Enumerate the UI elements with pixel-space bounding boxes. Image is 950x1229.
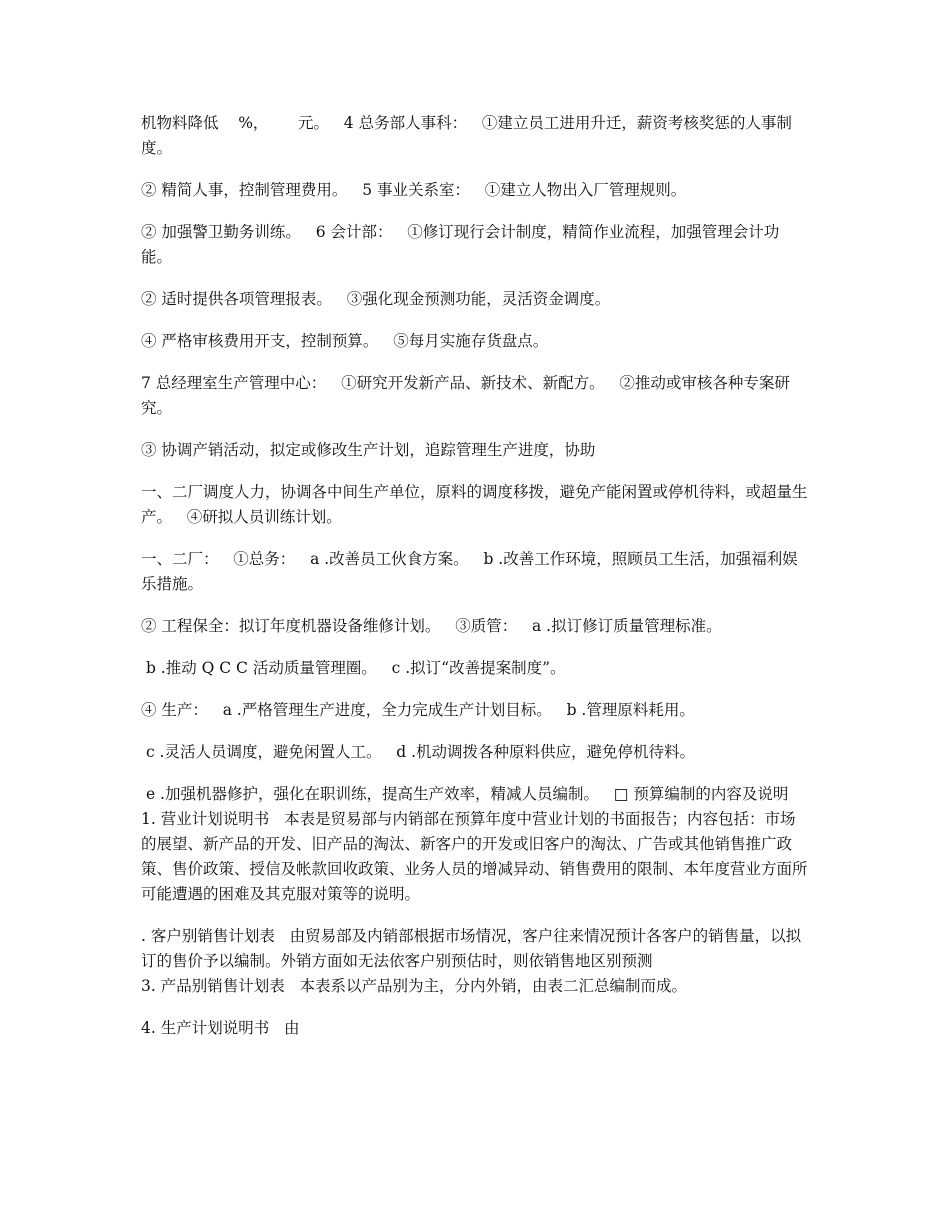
paragraph-3: ② 加强警卫勤务训练。 6 会计部： ①修订现行会计制度，精简作业流程，加强管理会计功能。: [141, 223, 780, 266]
paragraph-5: ④ 严格审核费用开支，控制预算。 ⑤每月实施存货盘点。: [141, 332, 549, 350]
paragraph-14: e .加强机器修护，强化在职训练，提高生产效率，精减人员编制。 □ 预算编制的内容及说明 1. 营业计划说明书 本表是贸易部与内销部在预算年度中营业计划的书面报告；内容包括：市场的展望、新产品的开发、旧产品的淘汰、新客户的开发或旧客户的淘汰、广告或其他销售推广政策、售价政策、授信及帐款回收政策、业务人员的增减异动、销售费用的限制、本年度营业方面所可能遭遇的困难及其克服对策等的说明。: [141, 785, 808, 903]
paragraph-1: 机物料降低 %， 元。 4 总务部人事科： ①建立员工进用升迁，薪资考核奖惩的人事制度。: [141, 114, 792, 157]
paragraph-10: ② 工程保全：拟订年度机器设备维修计划。 ③质管： a .拟订修订质量管理标准。: [141, 617, 722, 635]
paragraph-16: 3. 产品别销售计划表 本表系以产品别为主，分内外销，由表二汇总编制而成。: [141, 977, 687, 995]
paragraph-4: ② 适时提供各项管理报表。 ③强化现金预测功能，灵活资金调度。: [141, 290, 611, 308]
paragraph-9: 一、二厂： ①总务： a .改善员工伙食方案。 b .改善工作环境，照顾员工生活，加强福利娱乐措施。: [141, 550, 798, 593]
paragraph-6: 7 总经理室生产管理中心： ①研究开发新产品、新技术、新配方。 ②推动或审核各种专案研究。: [141, 374, 790, 417]
paragraph-2: ② 精简人事，控制管理费用。 5 事业关系室： ①建立人物出入厂管理规则。: [141, 181, 687, 199]
paragraph-8: 一、二厂调度人力，协调各中间生产单位，原料的调度移拨，避免产能闲置或停机待料，或超量生产。 ④研拟人员训练计划。: [141, 483, 808, 526]
paragraph-17: 4. 生产计划说明书 由: [141, 1019, 300, 1037]
paragraph-7: ③ 协调产销活动，拟定或修改生产计划，追踪管理生产进度，协助: [141, 441, 596, 459]
paragraph-12: ④ 生产： a .严格管理生产进度，全力完成生产计划目标。 b .管理原料耗用。: [141, 701, 695, 719]
paragraph-13: c .灵活人员调度，避免闲置人工。 d .机动调拨各种原料供应，避免停机待料。: [141, 743, 696, 761]
paragraph-11: b .推动 Q C C 活动质量管理圈。 c .拟订“改善提案制度”。: [141, 659, 566, 677]
document-body: [141, 111, 809, 1058]
paragraph-15: . 客户别销售计划表 由贸易部及内销部根据市场情况，客户往来情况预计各客户的销售量，以拟订的售价予以编制。外销方面如无法依客户别预估时，则依销售地区别预测: [141, 927, 802, 970]
